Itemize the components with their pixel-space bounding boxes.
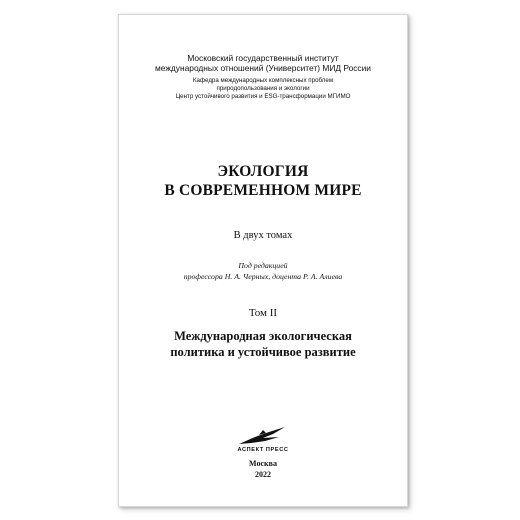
publisher-name: АСПЕКТ ПРЕСС xyxy=(237,447,289,453)
title-page xyxy=(118,14,408,507)
department-line-2: природопользования и экологии xyxy=(216,85,310,92)
department-line-1: Кафедра международных комплексных проблем xyxy=(192,77,334,84)
volume-title-line-2: политика и устойчивое развитие xyxy=(170,345,356,359)
aspect-press-logo-icon xyxy=(233,424,293,448)
volume-number: Том II xyxy=(248,307,278,319)
institution-line-2: международных отношений (Университет) МИД России xyxy=(155,63,371,73)
institution-line-1: Московский государственный институт xyxy=(187,53,339,63)
book-title-line-1: ЭКОЛОГИЯ xyxy=(217,163,309,180)
publisher-city: Москва xyxy=(249,459,277,468)
editors-line-2: профессора Н. А. Черных, доцента Р. А. Алиева xyxy=(183,272,343,281)
book-title-line-2: В СОВРЕМЕННОМ МИРЕ xyxy=(164,182,362,199)
book-subtitle: В двух томах xyxy=(233,230,293,241)
volume-title-line-1: Международная экологическая xyxy=(174,329,352,343)
publication-year: 2022 xyxy=(255,470,271,479)
department-line-3: Центр устойчивого развития и ESG-трансформации МГИМО xyxy=(175,93,351,100)
editors-line-1: Под редакцией xyxy=(238,261,288,270)
